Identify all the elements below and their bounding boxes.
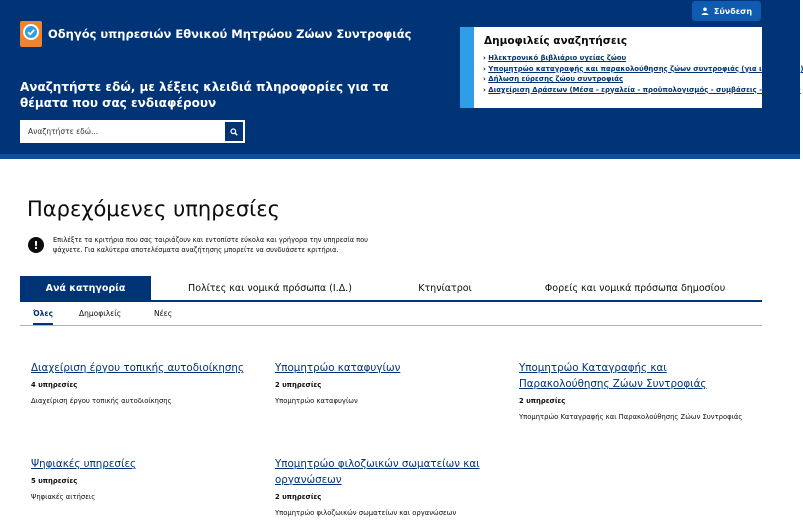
filter-tabs [20,306,762,326]
popular-search-link[interactable]: Δήλωση εύρεσης ζώου συντροφιάς [488,75,624,83]
popular-search-link[interactable]: Υπομητρώο καταγραφής και παρακολούθησης ζώων συντροφιάς (για ιδιοκτήτες) [488,64,803,73]
popular-search-item: › Ηλεκτρονικό βιβλιάριο υγείας ζώου [483,54,627,62]
service-card [275,456,510,519]
service-card-description: Υπομητρώο καταφυγίων [275,397,358,405]
service-card-description: Υπομητρώο φιλοζωικών σωματείων και οργανώσεων [275,509,457,517]
popular-search-link[interactable]: Διαχείριση Δράσεων (Μέσα - εργαλεία - προϋπολογισμός - συμβάσεις - εκθέσεις) [488,85,801,94]
info-icon: ! [28,237,44,253]
login-button-label: Σύνδεση [713,6,753,16]
search-box [20,120,245,143]
service-card-description: Ψηφιακές αιτήσεις [31,493,96,501]
tab-by-category[interactable]: Ανά κατηγορία [20,276,151,300]
search-heading: Αναζητήστε εδώ, με λέξεις κλειδιά πληροφορίες για τα θέματα που σας ενδιαφέρουν [20,80,389,110]
service-card-title[interactable]: Υπομητρώο Καταγραφής και Παρακολούθησης Ζώων Συντροφιάς [519,362,707,390]
site-header [0,0,803,154]
popular-search-link[interactable]: Ηλεκτρονικό βιβλιάριο υγείας ζώου [488,54,627,62]
subtab-new[interactable]: Νέες [154,309,173,318]
search-button[interactable] [224,121,244,142]
category-tabs [20,276,762,302]
popular-searches-list [483,53,803,95]
subtab-popular[interactable]: Δημοφιλείς [79,309,122,318]
login-button[interactable] [692,1,761,21]
header-divider [0,154,800,159]
service-card-count: 4 υπηρεσίες [31,381,78,389]
service-card [519,360,754,423]
service-card-title[interactable]: Υπομητρώο καταφυγίων [275,362,401,374]
tab-public-bodies[interactable]: Φορείς και νομικά πρόσωπα δημοσίου [544,282,726,294]
service-card [31,360,266,407]
popular-search-item: › Διαχείριση Δράσεων (Μέσα - εργαλεία - προϋπολογισμός - συμβάσεις - εκθέσεις) [483,85,801,94]
page-title: Παρεχόμενες υπηρεσίες [27,197,280,221]
popular-searches-panel [460,27,803,108]
popular-search-item: › Δήλωση εύρεσης ζώου συντροφιάς [483,75,624,83]
search-icon [230,128,238,136]
service-card-description: Διαχείριση έργου τοπικής αυτοδιοίκησης [31,397,172,405]
popular-searches-title: Δημοφιλείς αναζητήσεις [484,35,628,47]
service-card-title[interactable]: Διαχείριση έργου τοπικής αυτοδιοίκησης [31,362,244,374]
service-card-count: 2 υπηρεσίες [519,397,566,405]
service-card [31,456,266,503]
service-card-title[interactable]: Υπομητρώο φιλοζωικών σωματείων και οργανώσεων [275,458,480,486]
popular-search-item: › Υπομητρώο καταγραφής και παρακολούθησης ζώων συντροφιάς (για ιδιοκτήτες) [483,64,803,73]
subtab-all[interactable]: Όλες [33,309,53,325]
tab-citizens[interactable]: Πολίτες και νομικά πρόσωπα (Ι.Δ.) [188,282,352,294]
site-logo-icon[interactable] [20,21,42,47]
site-title[interactable]: Οδηγός υπηρεσιών Εθνικού Μητρώου Ζώων Συντροφιάς [48,27,412,41]
info-text: Επιλέξτε τα κριτήρια που σας ταιριάζουν και εντοπίστε εύκολα και γρήγορα την υπηρεσία που ψάχνετε. Για καλύτερα αποτελέσματα αναζήτησης μπορείτε να συνδυάσετε κριτήρια. [53,236,368,254]
service-card-count: 5 υπηρεσίες [31,477,78,485]
service-card-count: 2 υπηρεσίες [275,381,322,389]
tab-veterinarians[interactable]: Κτηνίατροι [418,282,472,294]
service-card-title[interactable]: Ψηφιακές υπηρεσίες [31,458,137,470]
user-icon [701,7,709,15]
service-card-count: 2 υπηρεσίες [275,493,322,501]
search-input[interactable] [21,121,224,142]
service-card [275,360,505,407]
service-card-description: Υπομητρώο Καταγραφής και Παρακολούθησης Ζώων Συντροφιάς [519,413,743,421]
